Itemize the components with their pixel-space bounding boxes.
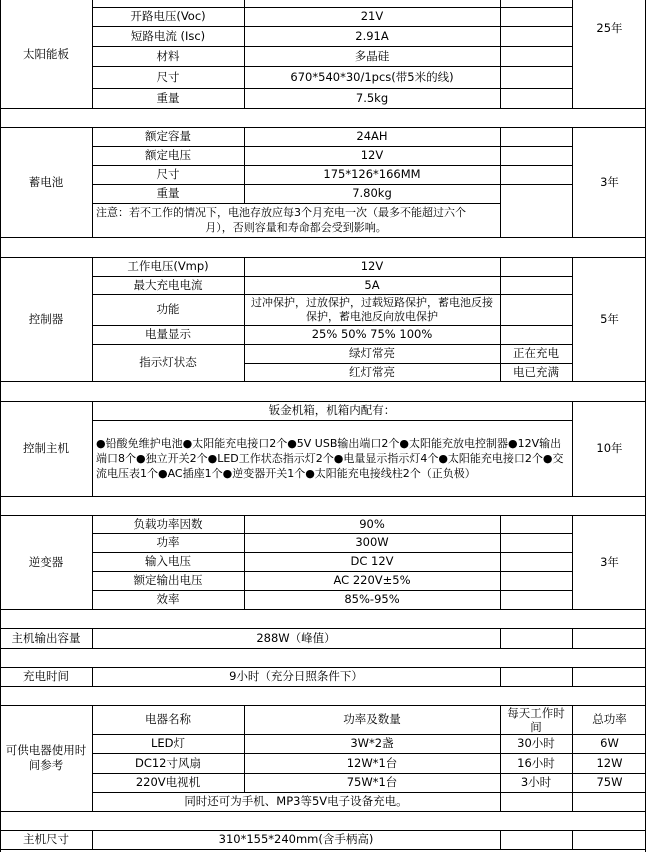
grid-line-v bbox=[92, 0, 93, 109]
appliances-header-name: 电器名称 bbox=[145, 712, 191, 726]
grid-line-v bbox=[500, 705, 501, 812]
grid-line-h bbox=[92, 420, 573, 421]
controller-value-vmp: 12V bbox=[360, 259, 384, 273]
grid-line-h bbox=[0, 237, 646, 238]
inverter-label-power: 功率 bbox=[156, 535, 180, 549]
grid-line-h bbox=[244, 363, 573, 364]
grid-line-v bbox=[92, 127, 93, 238]
battery-note-line1: 注意：若不工作的情况下，电池存放应每3个月充电一次（最多不能超过六个 bbox=[96, 206, 466, 219]
grid-line-h bbox=[0, 705, 646, 706]
grid-line-v bbox=[572, 0, 573, 109]
controller-label-current: 最大充电电流 bbox=[133, 277, 203, 292]
battery-value-voltage: 12V bbox=[360, 148, 384, 162]
charge-time-value: 9小时（充分日照条件下） bbox=[229, 669, 363, 683]
appliance-power-fan: 12W*1台 bbox=[346, 755, 398, 770]
grid-line-h bbox=[92, 753, 646, 754]
host-contents: ●铅酸免维护电池●太阳能充电接口2个●5V USB输出端口2个●太阳能充放电控制器●12V输出端口8个●独立开关2个●LED工作状态指示灯2个●电量显示指示灯4个●太阳能充电接口2个●交流电压表1个●AC插座1个●逆变器开关1个●太阳能充电接线柱2个（正负极） bbox=[96, 436, 564, 480]
grid-line-h bbox=[0, 609, 646, 610]
solar-value-isc: 2.91A bbox=[355, 28, 389, 43]
solar-value-weight: 7.5kg bbox=[355, 90, 389, 105]
grid-line-h bbox=[0, 515, 646, 516]
inverter-label-input: 输入电压 bbox=[145, 554, 191, 568]
battery-value-size: 175*126*166MM bbox=[323, 167, 421, 181]
battery-note-line2: 月），否则容量和寿命都会受到影响。 bbox=[205, 221, 387, 234]
appliance-name-fan: DC12寸风扇 bbox=[134, 755, 202, 770]
solar-label-voc: 开路电压(Voc) bbox=[130, 9, 206, 23]
grid-line-h bbox=[0, 849, 646, 850]
grid-line-v bbox=[244, 0, 245, 109]
appliances-category: 可供电器使用时间参考 bbox=[5, 743, 87, 772]
inverter-value-output: AC 220V±5% bbox=[333, 573, 411, 587]
appliance-power-tv: 75W*1台 bbox=[346, 775, 398, 789]
grid-line-h bbox=[0, 127, 646, 128]
battery-label-capacity: 额定容量 bbox=[145, 129, 191, 143]
grid-line-v bbox=[500, 830, 501, 850]
appliance-total-fan: 12W bbox=[596, 755, 623, 770]
battery-value-capacity: 24AH bbox=[356, 129, 388, 143]
appliance-name-tv: 220V电视机 bbox=[135, 775, 201, 789]
appliances-header-power: 功率及数量 bbox=[343, 712, 401, 726]
inverter-label-output: 额定输出电压 bbox=[133, 573, 203, 587]
battery-category: 蓄电池 bbox=[28, 174, 64, 189]
solar-value-size: 670*540*30/1pcs(带5米的线) bbox=[290, 69, 454, 84]
controller-label-display: 电量显示 bbox=[145, 327, 191, 341]
appliance-total-led: 6W bbox=[600, 736, 619, 750]
grid-line-h bbox=[92, 734, 646, 735]
appliance-power-led: 3W*2盏 bbox=[350, 736, 394, 750]
grid-line-v bbox=[572, 257, 573, 382]
controller-category: 控制器 bbox=[28, 311, 64, 326]
grid-line-h bbox=[0, 686, 646, 687]
inverter-category: 逆变器 bbox=[28, 554, 64, 569]
solar-category: 太阳能板 bbox=[23, 46, 69, 61]
grid-line-v bbox=[500, 515, 501, 610]
grid-line-v bbox=[572, 515, 573, 610]
grid-line-v bbox=[92, 401, 93, 497]
appliances-footnote: 同时还可为手机、MP3等5V电子设备充电。 bbox=[184, 794, 408, 808]
appliance-name-led: LED灯 bbox=[150, 736, 186, 750]
battery-warranty: 3年 bbox=[600, 174, 619, 189]
battery-label-weight: 重量 bbox=[156, 186, 180, 200]
output-capacity-value: 288W（峰值） bbox=[256, 630, 336, 645]
solar-label-material: 材料 bbox=[156, 48, 180, 63]
controller-warranty: 5年 bbox=[600, 311, 619, 326]
grid-line-v bbox=[645, 0, 646, 852]
indicator-red-light: 红灯常亮 bbox=[349, 364, 395, 379]
grid-line-v bbox=[572, 401, 573, 497]
appliance-hours-tv: 3小时 bbox=[520, 775, 552, 789]
battery-label-voltage: 额定电压 bbox=[145, 148, 191, 162]
grid-line-v bbox=[572, 628, 573, 649]
solar-value-voc: 21V bbox=[360, 9, 384, 23]
inverter-value-efficiency: 85%-95% bbox=[344, 592, 400, 606]
controller-value-current: 5A bbox=[364, 277, 380, 292]
appliances-header-hours: 每天工作时间 bbox=[507, 705, 565, 734]
solar-label-isc: 短路电流 (Isc) bbox=[130, 28, 206, 43]
grid-line-h bbox=[0, 401, 646, 402]
grid-line-h bbox=[0, 648, 646, 649]
host-header: 钣金机箱，机箱内配有： bbox=[268, 403, 396, 417]
grid-line-v bbox=[92, 515, 93, 610]
host-warranty: 10年 bbox=[596, 441, 623, 455]
grid-line-h bbox=[0, 257, 646, 258]
solar-label-weight: 重量 bbox=[156, 90, 180, 105]
solar-warranty: 25年 bbox=[596, 20, 623, 35]
grid-line-h bbox=[0, 830, 646, 831]
controller-label-function: 功能 bbox=[156, 302, 180, 316]
grid-line-v bbox=[244, 127, 245, 204]
inverter-value-input: DC 12V bbox=[350, 554, 394, 568]
appliances-header-total: 总功率 bbox=[592, 712, 627, 726]
grid-line-h bbox=[92, 792, 646, 793]
host-category: 控制主机 bbox=[23, 441, 69, 455]
appliance-hours-fan: 16小时 bbox=[517, 755, 555, 770]
battery-label-size: 尺寸 bbox=[156, 167, 180, 181]
indicator-red-status: 电已充满 bbox=[513, 364, 559, 379]
grid-line-h bbox=[92, 203, 501, 204]
grid-line-h bbox=[0, 496, 646, 497]
solar-label-size: 尺寸 bbox=[156, 69, 180, 84]
grid-line-v bbox=[244, 705, 245, 793]
grid-line-h bbox=[0, 108, 646, 109]
grid-line-v bbox=[500, 257, 501, 382]
grid-line-v bbox=[92, 705, 93, 812]
grid-line-h bbox=[0, 811, 646, 812]
grid-line-v bbox=[244, 257, 245, 382]
grid-line-v bbox=[500, 0, 501, 109]
grid-line-v bbox=[92, 257, 93, 382]
grid-line-h bbox=[0, 628, 646, 629]
appliance-hours-led: 30小时 bbox=[517, 736, 555, 750]
solar-value-material: 多晶硅 bbox=[354, 48, 390, 63]
grid-line-v bbox=[92, 667, 93, 687]
grid-line-v bbox=[572, 127, 573, 238]
grid-line-h bbox=[0, 381, 646, 382]
grid-line-v bbox=[572, 705, 573, 812]
inverter-warranty: 3年 bbox=[600, 554, 619, 569]
inverter-label-efficiency: 效率 bbox=[156, 592, 180, 606]
battery-value-weight: 7.80kg bbox=[352, 186, 392, 200]
controller-value-display: 25% 50% 75% 100% bbox=[311, 327, 433, 341]
inverter-value-pf: 90% bbox=[359, 516, 385, 531]
controller-label-indicator: 指示灯状态 bbox=[139, 355, 197, 369]
grid-line-h bbox=[0, 667, 646, 668]
grid-line-v bbox=[500, 667, 501, 687]
host-size-value: 310*155*240mm(含手柄高) bbox=[218, 832, 374, 846]
indicator-green-status: 正在充电 bbox=[513, 346, 559, 360]
charge-time-label: 充电时间 bbox=[23, 669, 69, 683]
grid-line-v bbox=[572, 667, 573, 687]
host-size-label: 主机尺寸 bbox=[23, 832, 69, 846]
controller-value-function: 过冲保护，过放保护，过载短路保护，蓄电池反接保护，蓄电池反向放电保护 bbox=[251, 295, 493, 323]
controller-label-vmp: 工作电压(Vmp) bbox=[127, 259, 209, 273]
grid-line-v bbox=[92, 628, 93, 649]
grid-line-v bbox=[244, 515, 245, 610]
grid-line-h bbox=[92, 773, 646, 774]
indicator-green-light: 绿灯常亮 bbox=[349, 346, 395, 360]
grid-line-v bbox=[500, 127, 501, 238]
output-capacity-label: 主机输出容量 bbox=[11, 630, 81, 645]
grid-line-v bbox=[500, 628, 501, 649]
inverter-value-power: 300W bbox=[355, 535, 389, 549]
inverter-label-pf: 负载功率因数 bbox=[133, 516, 203, 531]
grid-line-v bbox=[0, 0, 1, 852]
grid-line-v bbox=[92, 830, 93, 850]
grid-line-v bbox=[572, 830, 573, 850]
appliance-total-tv: 75W bbox=[596, 775, 623, 789]
